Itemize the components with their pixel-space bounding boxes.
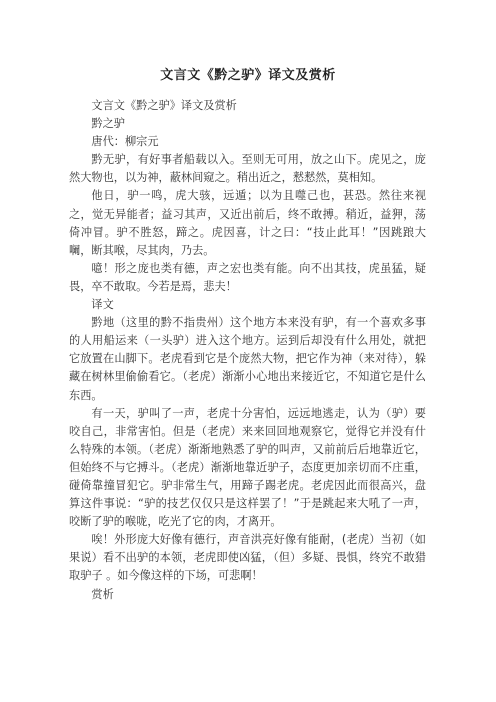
original-paragraph-1: 黔无驴，有好事者船载以入。至则无可用，放之山下。虎见之，庞然大物也，以为神，蔽林间窥之。稍出近之，慭慭然，莫相知。 — [69, 153, 426, 185]
poem-title: 黔之驴 — [91, 117, 125, 131]
page-title: 文言文《黔之驴》译文及赏析 — [160, 68, 336, 83]
original-paragraph-2: 他日，驴一鸣，虎大骇，远遁；以为且噬己也，甚恐。然往来视之，觉无异能者；益习其声，又近出前后，终不敢搏。稍近，益狎，荡倚冲冒。驴不胜怒，蹄之。虎因喜，计之曰：“技止此耳！”因跳踉大㘎，断其喉，尽其肉，乃去。 — [69, 189, 426, 257]
original-paragraph-3: 噫！形之庞也类有德，声之宏也类有能。向不出其技，虎虽猛，疑畏，卒不敢取。今若是焉，悲夫！ — [69, 261, 426, 293]
translation-paragraph-1: 黔地（这里的黔不指贵州）这个地方本来没有驴，有一个喜欢多事的人用船运来（一头驴）进入这个地方。运到后却没有什么用处，就把它放置在山脚下。老虎看到它是个庞然大物，把它作为神（来对待），躲藏在树林里偷偷看它。（老虎）渐渐小心地出来接近它，不知道它是什么东西。 — [69, 316, 426, 402]
translation-paragraph-3: 唉！外形庞大好像有德行，声音洪亮好像有能耐，(老虎）当初（如果说）看不出驴的本领，老虎即使凶猛，（但）多疑、畏惧，终究不敢猎取驴子 。如今像这样的下场，可悲啊！ — [69, 533, 426, 583]
translation-heading: 译文 — [91, 298, 114, 312]
translation-paragraph-2: 有一天，驴叫了一声，老虎十分害怕，远远地逃走，认为（驴）要咬自己，非常害怕。但是（老虎）来来回回地观察它，觉得它并没有什么特殊的本领。（老虎）渐渐地熟悉了驴的叫声，又前前后后地靠近它，但始终不与它搏斗。（老虎）渐渐地靠近驴子，态度更加亲切而不庄重，碰倚靠撞冒犯它。驴非常生气，用蹄子踢老虎。老虎因此而很高兴，盘算这件事说：“驴的技艺仅仅只是这样罢了！”于是跳起来大吼了一声，咬断了驴的喉咙，吃光了它的肉，才离开。 — [69, 406, 426, 529]
document-body — [69, 97, 426, 604]
article-heading: 文言文《黔之驴》译文及赏析 — [91, 99, 237, 112]
poem-author: 唐代：柳宗元 — [91, 135, 159, 149]
appreciation-heading: 赏析 — [91, 587, 114, 601]
